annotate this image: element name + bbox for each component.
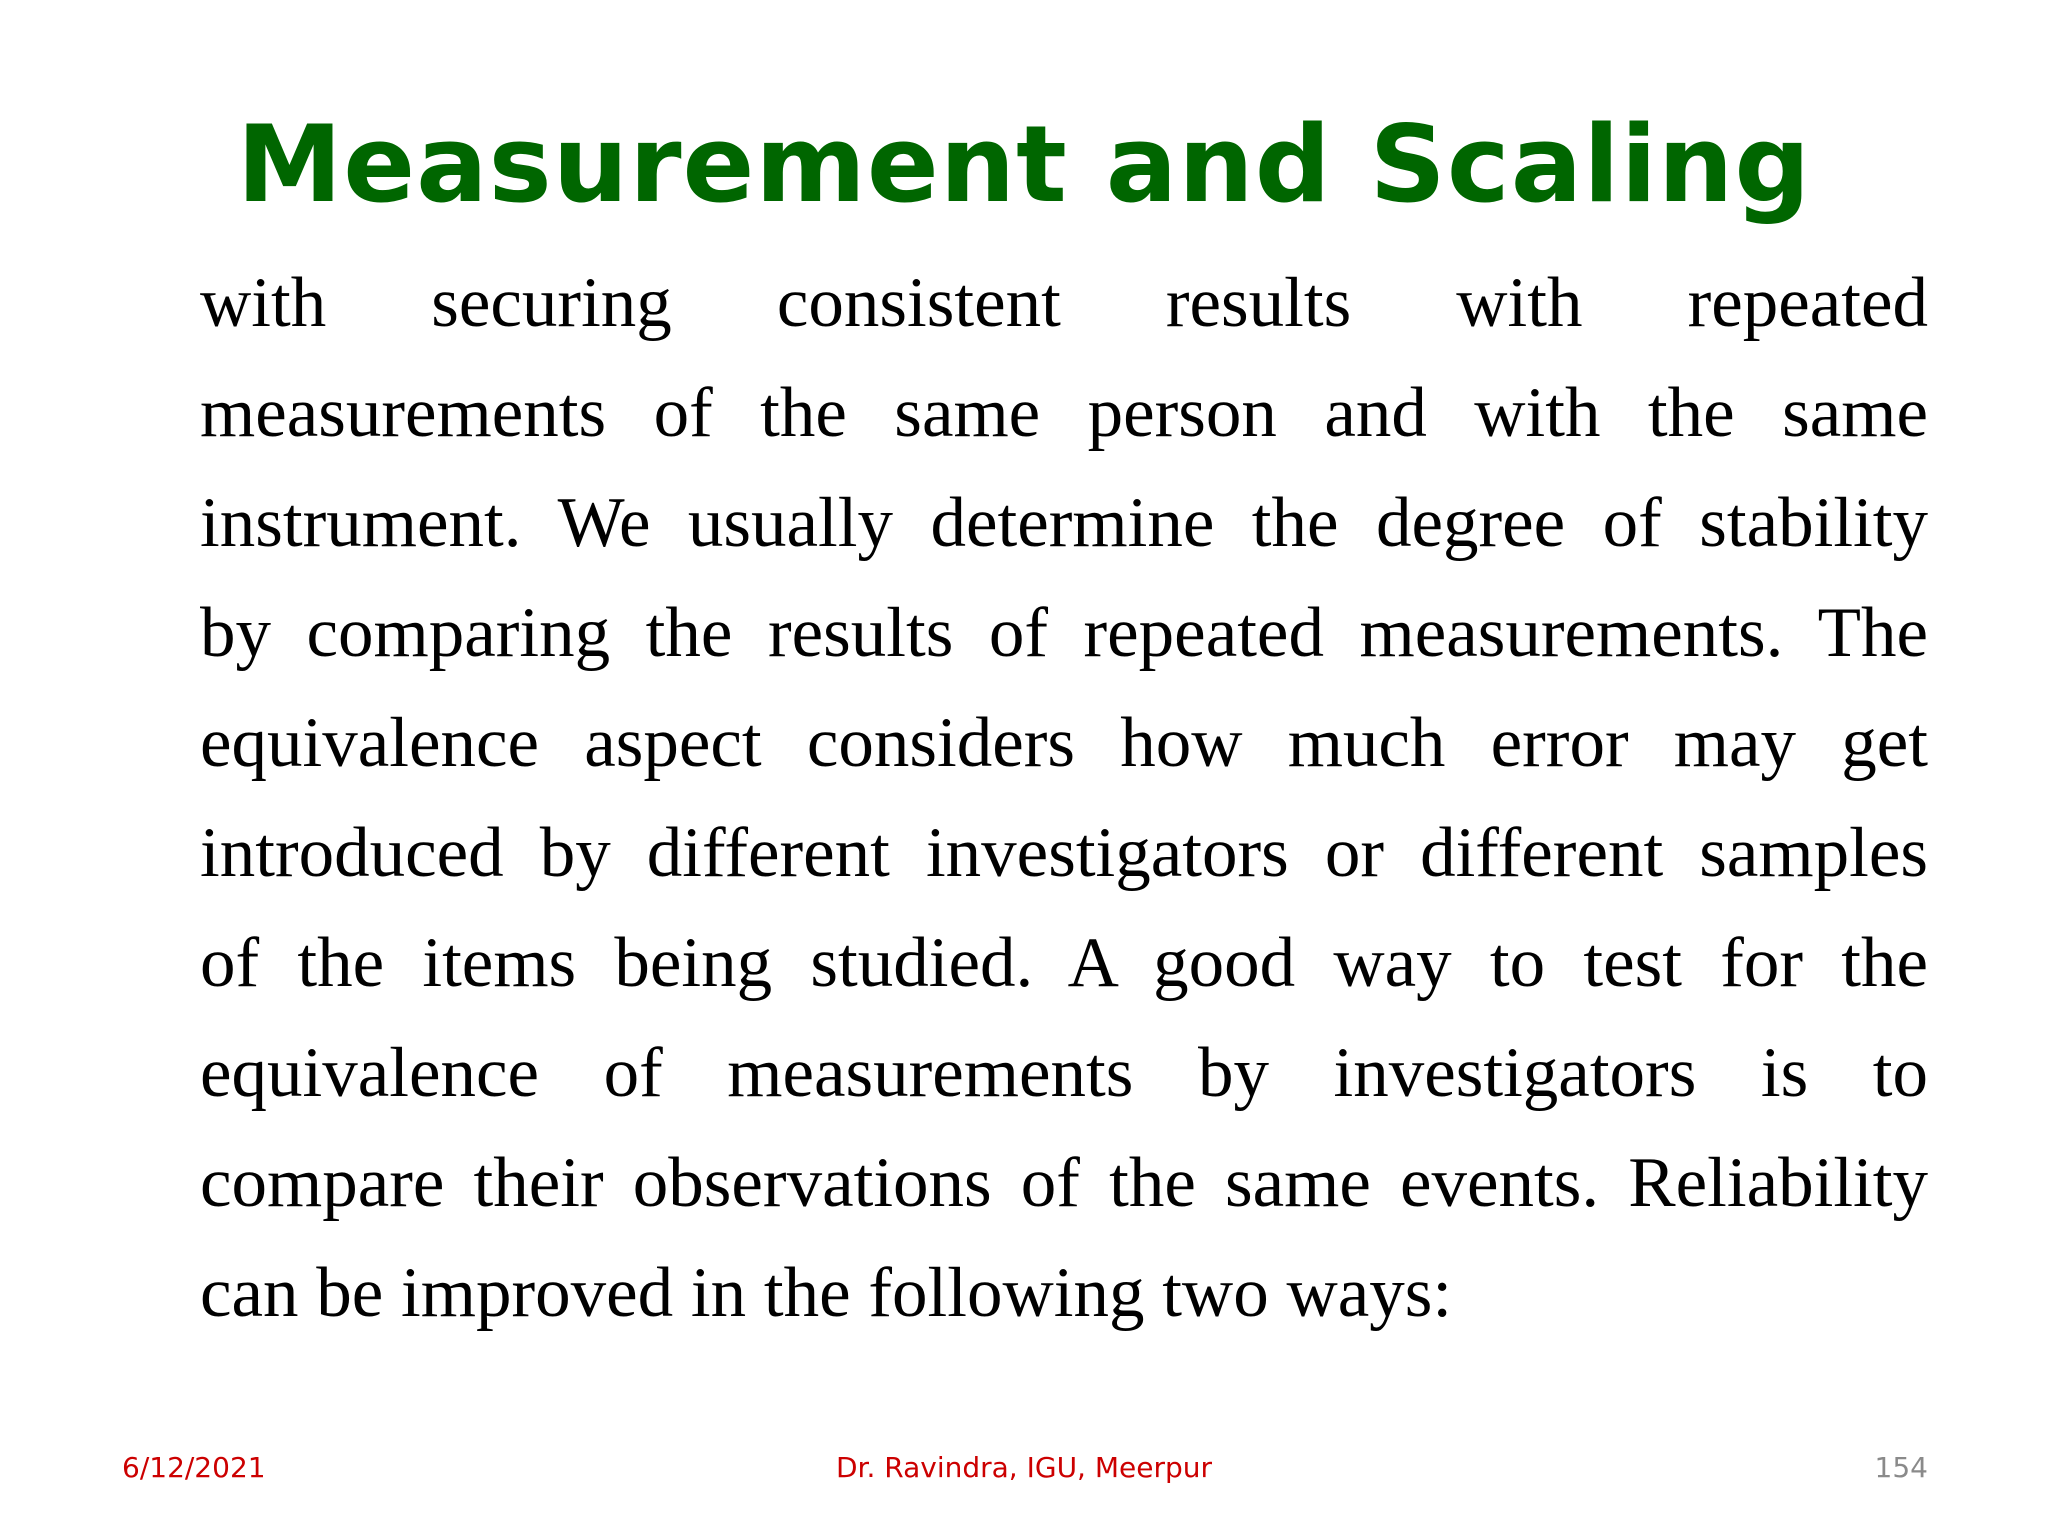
body-line: introduced by different investigators or different samples [200, 814, 1928, 892]
body-line: with securing consistent results with repeated [200, 264, 1928, 342]
body-line: equivalence aspect considers how much error may get [200, 704, 1928, 782]
body-line: compare their observations of the same events. Reliability [200, 1144, 1928, 1222]
slide-title: Measurement and Scaling [236, 103, 1812, 226]
body-line: measurements of the same person and with the same [200, 374, 1928, 452]
slide-body [200, 248, 1928, 1358]
body-line: by comparing the results of repeated measurements. The [200, 594, 1928, 672]
body-line: equivalence of measurements by investigators is to [200, 1034, 1928, 1112]
body-line: of the items being studied. A good way to test for the [200, 924, 1928, 1002]
page-number: 154 [1874, 1451, 1928, 1484]
body-line: can be improved in the following two ways: [200, 1254, 1453, 1332]
body-line: instrument. We usually determine the degree of stability [200, 484, 1928, 562]
footer-date: 6/12/2021 [122, 1451, 266, 1484]
footer-author: Dr. Ravindra, IGU, Meerpur [835, 1451, 1213, 1484]
